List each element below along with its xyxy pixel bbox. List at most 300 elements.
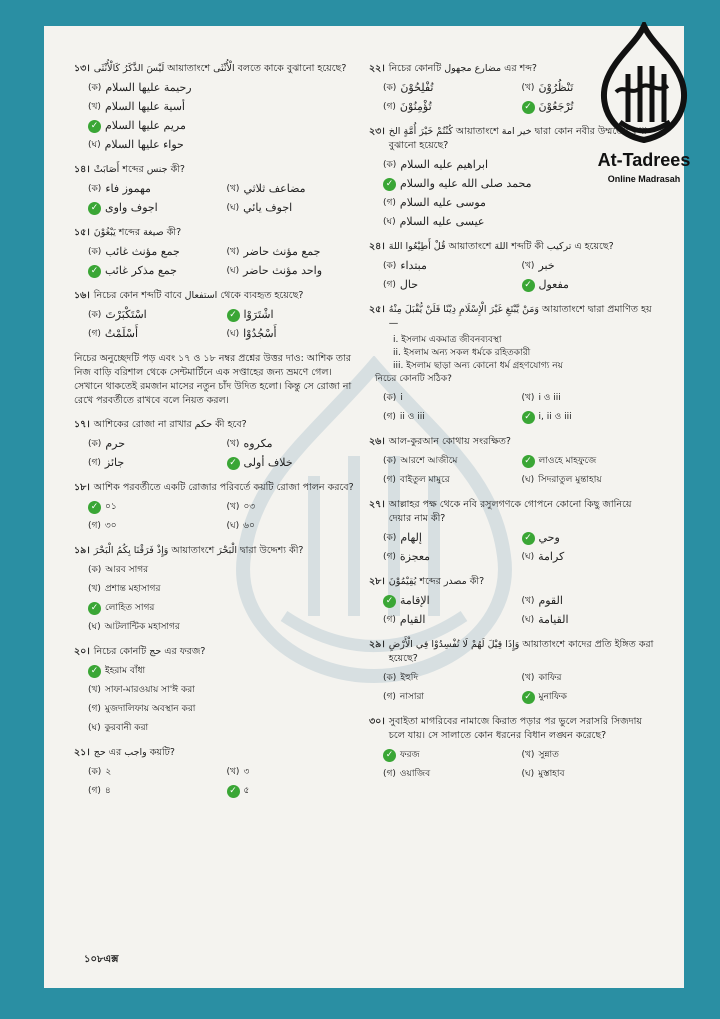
option-list bbox=[369, 453, 654, 488]
option-text: নাসারা bbox=[399, 692, 425, 702]
option-label: (খ) bbox=[521, 83, 535, 93]
option-text: ইহুদি bbox=[400, 673, 419, 683]
correct-option[interactable] bbox=[383, 747, 516, 763]
answer-option[interactable] bbox=[227, 518, 360, 534]
option-text: ফরজ bbox=[400, 750, 420, 760]
checkmark-icon: ✓ bbox=[88, 501, 101, 514]
option-label: (গ) bbox=[383, 280, 396, 290]
option-text: جمع مؤنث حاضر bbox=[243, 245, 321, 258]
page-number: ১০৮এক্স bbox=[84, 954, 119, 965]
option-list bbox=[74, 663, 359, 736]
answer-option[interactable] bbox=[227, 244, 360, 260]
option-text: تُفْلِحُوْنَ bbox=[400, 81, 434, 94]
option-text: আরশে আজীমে bbox=[400, 456, 458, 466]
checkmark-icon: ✓ bbox=[522, 279, 535, 292]
question-number: ১৬। bbox=[74, 290, 90, 301]
option-text: جمع مؤنث غائب bbox=[105, 245, 180, 258]
option-list bbox=[74, 80, 359, 153]
statement-prompt: নিচের কোনটি সঠিক? bbox=[375, 374, 452, 384]
question-block bbox=[369, 715, 654, 782]
option-label: (ঘ) bbox=[88, 140, 101, 150]
question-head bbox=[369, 638, 654, 666]
answer-option[interactable] bbox=[88, 244, 221, 260]
answer-option[interactable] bbox=[522, 612, 655, 628]
question-number: ১৭। bbox=[74, 419, 90, 430]
option-label: (খ) bbox=[88, 584, 101, 594]
question-head bbox=[74, 226, 359, 240]
option-list bbox=[74, 436, 359, 471]
question-text: حج এর واجب কয়টি? bbox=[93, 747, 175, 758]
option-label: (খ) bbox=[521, 673, 535, 683]
option-label: (খ) bbox=[88, 685, 101, 695]
question-text: وَإِذْ فَرَقْنَا بِكُمُ الْبَحْرَ আয়াতাংশে الْبَحْرَ দ্বারা উদ্দেশ্য কী? bbox=[93, 545, 304, 556]
option-text: جائز bbox=[104, 456, 125, 469]
option-text: ৫ bbox=[243, 786, 250, 796]
option-label: (ক) bbox=[383, 83, 397, 93]
question-text: নিচের কোন শব্দটি বাবে استفعال থেকে ব্যবহৃত হয়েছে? bbox=[93, 290, 304, 301]
option-text: معجزة bbox=[399, 550, 431, 563]
option-label: (খ) bbox=[226, 439, 240, 449]
answer-option[interactable] bbox=[383, 214, 654, 230]
answer-option[interactable] bbox=[383, 612, 516, 628]
question-number: ২৮। bbox=[369, 576, 385, 587]
question-block bbox=[369, 638, 654, 705]
question-block bbox=[74, 418, 359, 471]
option-label: (ক) bbox=[383, 456, 397, 466]
question-text: সুবাইতা মাগরিবের নামাজে কিরাত পড়ার পর ভুলে সরাসরি সিজদায় চলে যায়। সে সালাতে কোন ধরনের বিধান লঙ্ঘন করেছে? bbox=[388, 716, 643, 741]
option-text: ২ bbox=[105, 767, 112, 777]
answer-option[interactable] bbox=[88, 562, 359, 578]
option-label: (খ) bbox=[521, 596, 535, 606]
answer-option[interactable] bbox=[227, 326, 360, 342]
left-column bbox=[74, 62, 359, 809]
at-tadrees-logo bbox=[584, 22, 704, 200]
option-label: (গ) bbox=[383, 412, 396, 422]
logo-calligraphy-icon bbox=[584, 22, 704, 150]
question-number: ২০। bbox=[74, 646, 90, 657]
question-text: أَصَابَتْ শব্দের جنس কী? bbox=[93, 164, 185, 175]
option-text: ওয়াজিব bbox=[399, 769, 431, 779]
option-label: (খ) bbox=[226, 767, 240, 777]
answer-option[interactable] bbox=[383, 766, 516, 782]
answer-option[interactable] bbox=[227, 200, 360, 216]
checkmark-icon: ✓ bbox=[227, 309, 240, 322]
option-text: وحي bbox=[538, 531, 560, 544]
option-label: (ক) bbox=[88, 83, 102, 93]
question-text: আশিকের রোজা না রাখার حكم কী হবে? bbox=[93, 419, 247, 430]
correct-option[interactable] bbox=[88, 499, 221, 515]
option-text: الإقامة bbox=[400, 594, 430, 607]
question-head bbox=[369, 303, 654, 331]
answer-option[interactable] bbox=[88, 455, 221, 471]
answer-option[interactable] bbox=[88, 518, 221, 534]
option-text: القيامة bbox=[538, 613, 569, 626]
option-label: (গ) bbox=[383, 769, 396, 779]
correct-option[interactable] bbox=[522, 530, 655, 546]
checkmark-icon: ✓ bbox=[383, 178, 396, 191]
question-number: ২২। bbox=[369, 63, 385, 74]
answer-option[interactable] bbox=[383, 549, 516, 565]
option-list bbox=[369, 670, 654, 705]
option-text: أَسْلَمْتُ bbox=[104, 327, 138, 340]
question-head bbox=[369, 715, 654, 743]
question-head bbox=[74, 481, 359, 495]
option-text: ৬০ bbox=[243, 521, 255, 531]
statement-list bbox=[369, 334, 654, 386]
question-block bbox=[369, 435, 654, 488]
question-number: ২১। bbox=[74, 747, 90, 758]
option-label: (ঘ) bbox=[226, 329, 240, 339]
option-label: (খ) bbox=[88, 102, 101, 112]
option-label: (গ) bbox=[383, 475, 396, 485]
option-text: رحيمة عليها السلام bbox=[105, 81, 192, 94]
answer-option[interactable] bbox=[383, 689, 516, 705]
option-label: (খ) bbox=[226, 184, 240, 194]
checkmark-icon: ✓ bbox=[522, 691, 535, 704]
option-label: (ঘ) bbox=[226, 266, 240, 276]
checkmark-icon: ✓ bbox=[522, 411, 535, 424]
question-block bbox=[74, 544, 359, 635]
option-text: كرامة bbox=[538, 550, 565, 563]
checkmark-icon: ✓ bbox=[522, 455, 535, 468]
question-head bbox=[74, 62, 359, 76]
question-block bbox=[369, 498, 654, 565]
option-text: লাওহে মাহফুজে bbox=[538, 456, 597, 466]
option-text: সিদরাতুল মুন্তাহায় bbox=[538, 475, 602, 485]
option-label: (ক) bbox=[88, 565, 102, 575]
option-label: (ক) bbox=[383, 160, 397, 170]
checkmark-icon: ✓ bbox=[227, 457, 240, 470]
answer-option[interactable] bbox=[88, 137, 359, 153]
option-label: (গ) bbox=[88, 521, 101, 531]
checkmark-icon: ✓ bbox=[88, 665, 101, 678]
question-block bbox=[74, 226, 359, 279]
option-text: ০১ bbox=[105, 502, 117, 512]
question-text: নিচের কোনটি مضارع مجهول এর শব্দ? bbox=[388, 63, 537, 74]
checkmark-icon: ✓ bbox=[88, 602, 101, 615]
answer-option[interactable] bbox=[88, 701, 359, 717]
option-text: مبتداء bbox=[400, 259, 427, 272]
answer-option[interactable] bbox=[88, 783, 221, 799]
answer-option[interactable] bbox=[522, 766, 655, 782]
option-text: সুন্নাত bbox=[538, 750, 559, 760]
option-text: اجوف واوى bbox=[105, 201, 158, 214]
option-label: (ঘ) bbox=[383, 217, 396, 227]
option-text: i bbox=[400, 393, 403, 403]
option-list bbox=[369, 747, 654, 782]
answer-option[interactable] bbox=[383, 670, 516, 686]
option-text: লোহিত সাগর bbox=[105, 603, 155, 613]
option-text: مفعول bbox=[538, 278, 569, 291]
question-block bbox=[74, 481, 359, 534]
logo-subtitle: Online Madrasah bbox=[607, 174, 681, 184]
answer-option[interactable] bbox=[383, 409, 516, 425]
option-text: مضاعف ثلاثي bbox=[243, 182, 306, 195]
question-number: ১৮। bbox=[74, 482, 90, 493]
option-list bbox=[74, 244, 359, 279]
option-text: خبر bbox=[538, 259, 555, 272]
question-block bbox=[369, 303, 654, 425]
option-text: i ও iii bbox=[538, 393, 561, 403]
option-list bbox=[369, 530, 654, 565]
option-text: القيام bbox=[399, 613, 426, 626]
logo-brand-name: At-Tadrees bbox=[597, 150, 691, 170]
option-text: اجوف يائي bbox=[243, 201, 293, 214]
stimulus-passage: নিচের অনুচ্ছেদটি পড় এবং ১৭ ও ১৮ নম্বর প্রশ্নের উত্তর দাও: আশিক তার নিজ বাড়ি বরিশাল থেকে সেন্টমার্টিনে এক সপ্তাহের জন্য ভ্রমণে গেল। সেখানে থাকতেই রমজান মাসের নতুন চাঁদ উদিত হলো। কিন্তু সে রোজা না রেখে পরবর্তীতে রাখবে বলে নিয়ত করল। bbox=[74, 353, 352, 406]
question-head bbox=[369, 435, 654, 449]
option-label: (ক) bbox=[88, 767, 102, 777]
question-number: ১৯। bbox=[74, 545, 90, 556]
answer-option[interactable] bbox=[227, 499, 360, 515]
option-text: কুরবানী করা bbox=[104, 723, 149, 733]
option-text: ৪ bbox=[104, 786, 111, 796]
answer-option[interactable] bbox=[383, 80, 516, 96]
question-number: ২৭। bbox=[369, 499, 385, 510]
option-text: موسى عليه السلام bbox=[399, 196, 486, 209]
option-label: (ক) bbox=[383, 261, 397, 271]
option-text: تُرْجَعُوْنَ bbox=[538, 100, 574, 113]
option-list bbox=[74, 307, 359, 342]
option-text: حال bbox=[399, 278, 419, 291]
option-text: مهموز فاء bbox=[105, 182, 151, 195]
option-label: (ক) bbox=[88, 184, 102, 194]
answer-option[interactable] bbox=[88, 99, 359, 115]
option-list bbox=[74, 181, 359, 216]
option-text: أسية عليها السلام bbox=[104, 100, 185, 113]
question-head bbox=[74, 289, 359, 303]
option-label: (গ) bbox=[88, 329, 101, 339]
correct-option[interactable] bbox=[88, 263, 221, 279]
answer-option[interactable] bbox=[227, 764, 360, 780]
question-number: ১৪। bbox=[74, 164, 90, 175]
answer-option[interactable] bbox=[522, 258, 655, 274]
option-label: (ঘ) bbox=[88, 723, 101, 733]
option-text: মুজদালিফায় অবস্থান করা bbox=[104, 704, 196, 714]
option-label: (খ) bbox=[521, 393, 535, 403]
option-label: (ঘ) bbox=[521, 769, 535, 779]
question-text: নিচের কোনটি حج এর ফরজ? bbox=[93, 646, 206, 657]
question-head bbox=[369, 575, 654, 589]
option-list bbox=[74, 499, 359, 534]
option-label: (ঘ) bbox=[226, 521, 240, 531]
question-head bbox=[74, 544, 359, 558]
answer-option[interactable] bbox=[88, 720, 359, 736]
option-label: (ক) bbox=[88, 310, 102, 320]
question-text: আশিক পরবর্তীতে একটি রোজার পরিবর্তে কয়টি রোজা পালন করবে? bbox=[93, 482, 354, 493]
question-head bbox=[74, 418, 359, 432]
checkmark-icon: ✓ bbox=[522, 101, 535, 114]
correct-option[interactable] bbox=[88, 663, 359, 679]
option-text: خلاف أولى bbox=[243, 456, 293, 469]
question-text: আল্লাহর পক্ষ থেকে নবি রসুলগণকে গোপনে কোনো কিছু জানিয়ে দেয়ার নাম কী? bbox=[388, 499, 632, 524]
question-text: يَبْغُوْنَ শব্দের صيغة কী? bbox=[93, 227, 182, 238]
answer-option[interactable] bbox=[227, 181, 360, 197]
correct-option[interactable] bbox=[227, 455, 360, 471]
question-number: ২৯। bbox=[369, 639, 385, 650]
answer-option[interactable] bbox=[383, 390, 516, 406]
option-label: (ক) bbox=[383, 533, 397, 543]
question-head bbox=[369, 240, 654, 254]
answer-option[interactable] bbox=[522, 747, 655, 763]
option-label: (ক) bbox=[383, 673, 397, 683]
checkmark-icon: ✓ bbox=[383, 595, 396, 608]
answer-option[interactable] bbox=[88, 80, 359, 96]
option-list bbox=[369, 258, 654, 293]
question-block bbox=[74, 746, 359, 799]
option-list bbox=[74, 764, 359, 799]
question-head bbox=[369, 498, 654, 526]
checkmark-icon: ✓ bbox=[88, 202, 101, 215]
option-text: সাফা-মারওয়ায় সা'ঈ করা bbox=[104, 685, 195, 695]
option-text: تُؤْمِنُوْنَ bbox=[399, 100, 432, 113]
answer-option[interactable] bbox=[88, 436, 221, 452]
statement-item: ii. ইসলাম অন্য সকল ধর্মকে রহিতকারী bbox=[393, 348, 531, 358]
answer-option[interactable] bbox=[383, 530, 516, 546]
option-text: حرم bbox=[105, 437, 126, 450]
option-text: أَسْجُدُوْا bbox=[243, 327, 277, 340]
option-text: মুস্তাহাব bbox=[538, 769, 565, 779]
option-label: (ঘ) bbox=[521, 552, 535, 562]
option-label: (গ) bbox=[383, 615, 396, 625]
correct-option[interactable] bbox=[522, 409, 655, 425]
question-text: وَإِذَا قِيْلَ لَهُمْ لَا تُفْسِدُوْا فِي الْأَرْضِ আয়াতাংশে কাদের প্রতি ইঙ্গিত করা হয়েছে? bbox=[388, 639, 654, 664]
answer-option[interactable] bbox=[383, 472, 516, 488]
question-number: ২৬। bbox=[369, 436, 385, 447]
question-block bbox=[74, 62, 359, 153]
option-label: (ক) bbox=[383, 393, 397, 403]
option-label: (গ) bbox=[88, 704, 101, 714]
option-label: (গ) bbox=[383, 198, 396, 208]
answer-option[interactable] bbox=[522, 390, 655, 406]
question-head bbox=[74, 746, 359, 760]
option-text: কাফির bbox=[538, 673, 562, 683]
question-block bbox=[74, 289, 359, 342]
option-list bbox=[369, 593, 654, 628]
question-block bbox=[369, 575, 654, 628]
option-text: اسْتَكْبَرْتَ bbox=[105, 308, 147, 321]
question-block bbox=[369, 240, 654, 293]
option-label: (ঘ) bbox=[88, 622, 101, 632]
statement-item: iii. ইসলাম ছাড়া অন্য কোনো ধর্ম গ্রহণযোগ্য নয় bbox=[393, 361, 563, 371]
option-text: مكروه bbox=[243, 437, 273, 450]
option-text: مريم عليها السلام bbox=[105, 119, 186, 132]
answer-option[interactable] bbox=[383, 258, 516, 274]
correct-option[interactable] bbox=[522, 277, 655, 293]
answer-option[interactable] bbox=[383, 99, 516, 115]
checkmark-icon: ✓ bbox=[383, 749, 396, 762]
option-label: (ক) bbox=[88, 247, 102, 257]
option-text: আটলান্টিক মহাসাগর bbox=[104, 622, 180, 632]
option-label: (গ) bbox=[383, 692, 396, 702]
option-text: প্রশান্ত মহাসাগর bbox=[104, 584, 161, 594]
option-text: جمع مذكر غائب bbox=[105, 264, 177, 277]
correct-option[interactable] bbox=[88, 600, 359, 616]
question-number: ৩০। bbox=[369, 716, 385, 727]
option-text: ৩ bbox=[243, 767, 250, 777]
option-label: (গ) bbox=[383, 102, 396, 112]
correct-option[interactable] bbox=[522, 453, 655, 469]
option-label: (খ) bbox=[521, 750, 535, 760]
option-text: বাইতুল মামুরে bbox=[399, 475, 450, 485]
answer-option[interactable] bbox=[522, 670, 655, 686]
option-label: (গ) bbox=[88, 458, 101, 468]
question-text: وَمَنْ يَّبْتَغِ غَيْرَ الْإِسْلَامِ دِيْنًا فَلَنْ يُّقْبَلَ مِنْهُ আয়াতাংশে দ্বারা প্রমাণিত হয়— bbox=[388, 304, 652, 329]
checkmark-icon: ✓ bbox=[522, 532, 535, 545]
option-label: (ঘ) bbox=[521, 475, 535, 485]
answer-option[interactable] bbox=[383, 453, 516, 469]
answer-option[interactable] bbox=[227, 436, 360, 452]
option-label: (গ) bbox=[88, 786, 101, 796]
option-list bbox=[74, 562, 359, 635]
correct-option[interactable] bbox=[88, 200, 221, 216]
answer-option[interactable] bbox=[88, 682, 359, 698]
option-text: মুনাফিক bbox=[538, 692, 567, 702]
option-text: إلهام bbox=[400, 531, 422, 544]
answer-option[interactable] bbox=[88, 581, 359, 597]
correct-option[interactable] bbox=[227, 783, 360, 799]
option-text: i, ii ও iii bbox=[538, 412, 572, 422]
option-text: ০৩ bbox=[243, 502, 256, 512]
answer-option[interactable] bbox=[522, 593, 655, 609]
question-text: আল-কুরআন কোথায় সংরক্ষিত? bbox=[388, 436, 511, 447]
question-block bbox=[74, 645, 359, 736]
option-text: حواء عليها السلام bbox=[104, 138, 184, 151]
option-text: ৩০ bbox=[104, 521, 117, 531]
question-number: ১৫। bbox=[74, 227, 90, 238]
option-label: (ঘ) bbox=[521, 615, 535, 625]
option-label: (খ) bbox=[226, 247, 240, 257]
question-number: ২৪। bbox=[369, 241, 385, 252]
option-text: ii ও iii bbox=[399, 412, 425, 422]
question-number: ২৫। bbox=[369, 304, 385, 315]
answer-option[interactable] bbox=[383, 277, 516, 293]
answer-option[interactable] bbox=[88, 326, 221, 342]
option-text: عيسى عليه السلام bbox=[399, 215, 485, 228]
correct-option[interactable] bbox=[383, 593, 516, 609]
answer-option[interactable] bbox=[88, 307, 221, 323]
question-text: يُقِيْمُوْنَ শব্দের مصدر কী? bbox=[388, 576, 485, 587]
option-text: اشْتَرَوْا bbox=[243, 308, 274, 321]
answer-option[interactable] bbox=[88, 181, 221, 197]
option-label: (ক) bbox=[88, 439, 102, 449]
checkmark-icon: ✓ bbox=[227, 785, 240, 798]
answer-option[interactable] bbox=[522, 549, 655, 565]
question-head bbox=[74, 163, 359, 177]
answer-option[interactable] bbox=[88, 764, 221, 780]
checkmark-icon: ✓ bbox=[88, 265, 101, 278]
correct-option[interactable] bbox=[88, 118, 359, 134]
correct-option[interactable] bbox=[522, 689, 655, 705]
answer-option[interactable] bbox=[88, 619, 359, 635]
question-number: ১৩। bbox=[74, 63, 90, 74]
option-text: تَنْظُرُوْنَ bbox=[538, 81, 574, 94]
answer-option[interactable] bbox=[522, 472, 655, 488]
question-text: كُنْتُمْ خَيْرَ أُمَّةٍ الخ আয়াতাংশে خير امة দ্বারা কোন নবীর উম্মতের কথা বুঝানো হয়েছে? bbox=[388, 126, 648, 151]
question-text: لَيْسَ الذَّكَرُ كَالْأُنْثَى আয়াতাংশে الْأُنْثَى বলতে কাকে বুঝানো হয়েছে? bbox=[93, 63, 347, 74]
option-label: (খ) bbox=[226, 502, 240, 512]
option-label: (খ) bbox=[521, 261, 535, 271]
option-text: القوم bbox=[538, 594, 563, 607]
option-list bbox=[369, 390, 654, 425]
question-block bbox=[74, 163, 359, 216]
answer-option[interactable] bbox=[227, 263, 360, 279]
option-text: واحد مؤنث حاضر bbox=[243, 264, 323, 277]
option-text: ইহরাম বাঁধা bbox=[105, 666, 146, 676]
option-text: আরব সাগর bbox=[105, 565, 149, 575]
correct-option[interactable] bbox=[227, 307, 360, 323]
question-text: قُلْ أَطِيْعُوا اللهَ আয়াতাংশে اللهَ শব্দটি কী تركيب এ হয়েছে? bbox=[388, 241, 614, 252]
question-number: ২৩। bbox=[369, 126, 385, 137]
